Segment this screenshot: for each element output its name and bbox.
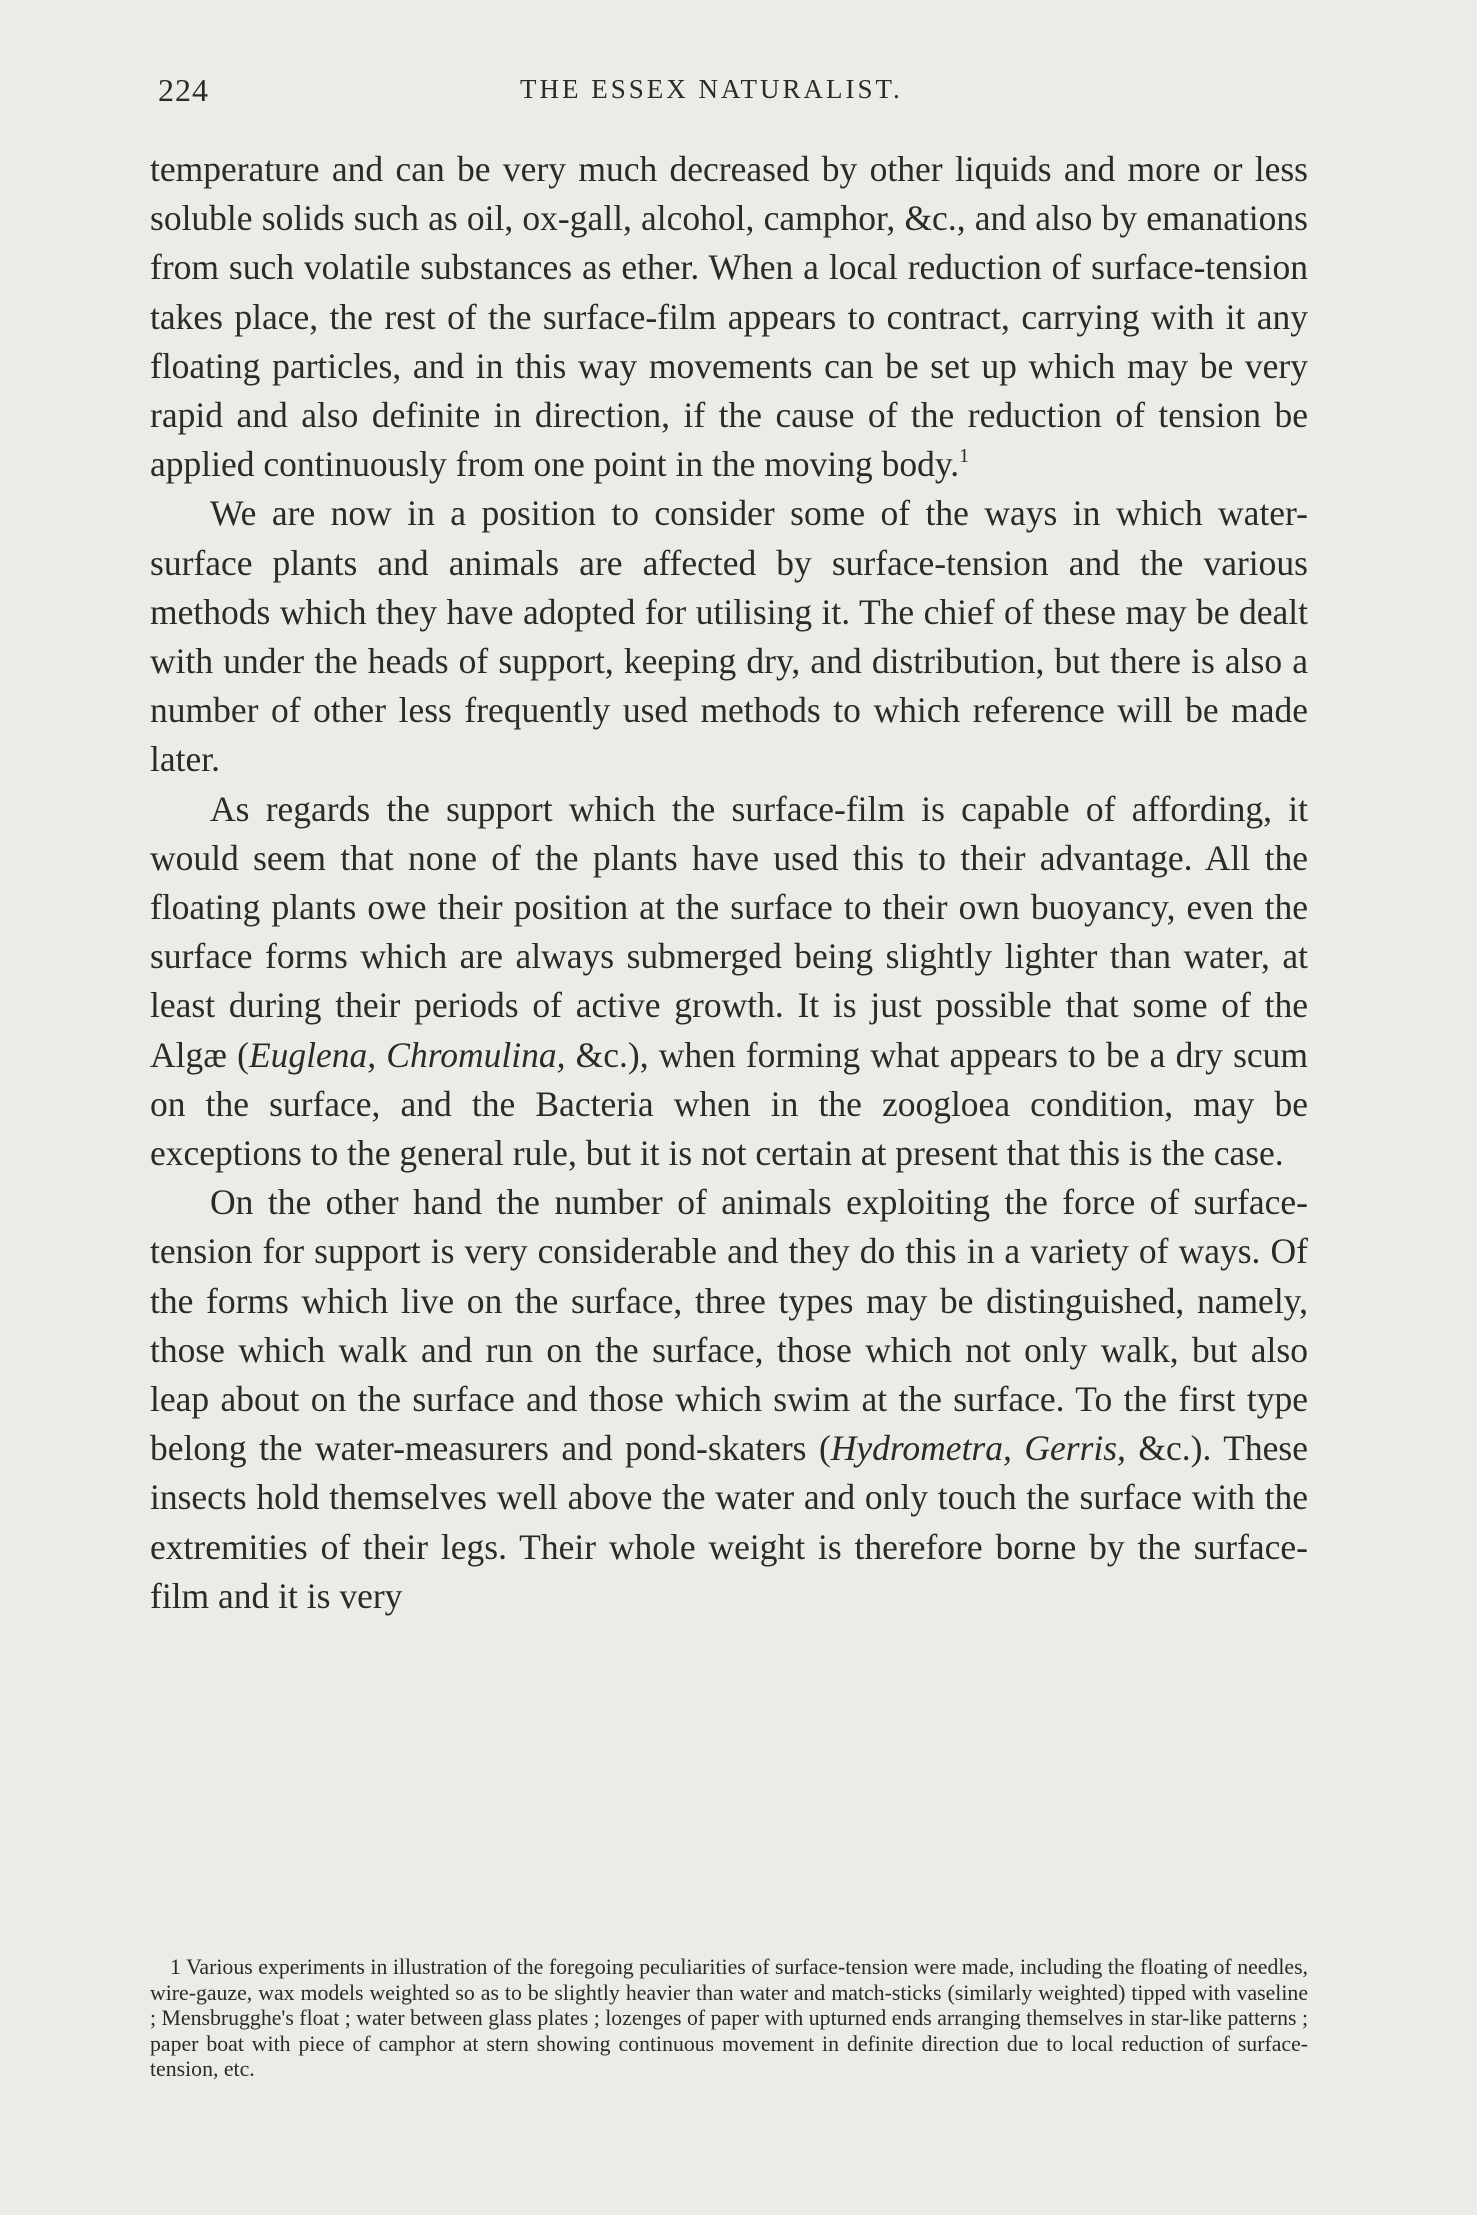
page-header	[150, 66, 1310, 126]
body-text	[150, 145, 1308, 1621]
footnote	[150, 1955, 1308, 2083]
paragraph-4-text-b: &c.). These insects hold themselves well above the water and only touch the surface with the extremities of their legs. Their whole weight is therefore borne by the surface-film and it is very	[150, 1428, 1308, 1616]
paragraph-1-text: temperature and can be very much decreased by other liquids and more or less soluble solids such as oil, ox-gall, alcohol, camphor, &c., and also by emanations from such volatile substances as ether. When a local reduction of surface-tension takes place, the rest of the surface-film appears to contract, carrying with it any floating particles, and in this way movements can be set up which may be very rapid and also definite in direction, if the cause of the reduction of tension be applied continuously from one point in the moving body.	[150, 149, 1308, 485]
footnote-text: Various experiments in illustration of the foregoing peculiarities of surface-tension were made, including the floating of needles, wire-gauze, wax models weighted so as to be slightly heavier than water and match-sticks (similarly weighted) tipped with vaseline ; Mensbrugghe's float ; water between glass plates ; lozenges of paper with upturned ends arranging themselves in star-like patterns ; paper boat with piece of camphor at stern showing continuous movement in definite direction due to local reduction of surface-tension, etc.	[150, 1955, 1308, 2082]
running-head: THE ESSEX NATURALIST.	[520, 74, 903, 104]
paragraph-4-text-a: On the other hand the number of animals exploiting the force of surface-tension for support is very considerable and they do this in a variety of ways. Of the forms which live on the surface, three types may be distinguished, namely, those which walk and run on the surface, those which not only walk, but also leap about on the surface and those which swim at the surface. To the first type belong the water-measurers and pond-skaters (	[150, 1182, 1308, 1469]
paragraph-3-text-a: As regards the support which the surface-film is capable of affording, it would seem that none of the plants have used this to their advantage. All the floating plants owe their position at the surface to their own buoyancy, even the surface forms which are always submerged being slightly lighter than water, at least during their periods of active growth. It is just possible that some of the Algæ (	[150, 788, 1308, 1075]
paragraph-4-italic-genera: Hydrometra, Gerris,	[830, 1428, 1126, 1469]
paragraph-4	[150, 1178, 1308, 1621]
paragraph-3-italic-genera: Euglena, Chromulina,	[248, 1034, 566, 1075]
paragraph-3-text-b: &c.), when forming what appears to be a dry scum on the surface, and the Bacteria when in the zoogloea condition, may be exceptions to the general rule, but it is not certain at present that this is the case.	[150, 1034, 1309, 1174]
paragraph-3	[150, 785, 1308, 1179]
footnote-mark: 1	[170, 1955, 181, 1979]
page-number: 224	[158, 72, 209, 108]
paragraph-2: We are now in a position to consider some of the ways in which water-surface plants and animals are affected by surface-tension and the various methods which they have adopted for utilising it. The chief of these may be dealt with under the heads of support, keeping dry, and distribution, but there is also a number of other less frequently used methods to which reference will be made later.	[150, 493, 1308, 780]
paragraph-1	[150, 145, 1308, 489]
footnote-reference: 1	[959, 445, 970, 468]
